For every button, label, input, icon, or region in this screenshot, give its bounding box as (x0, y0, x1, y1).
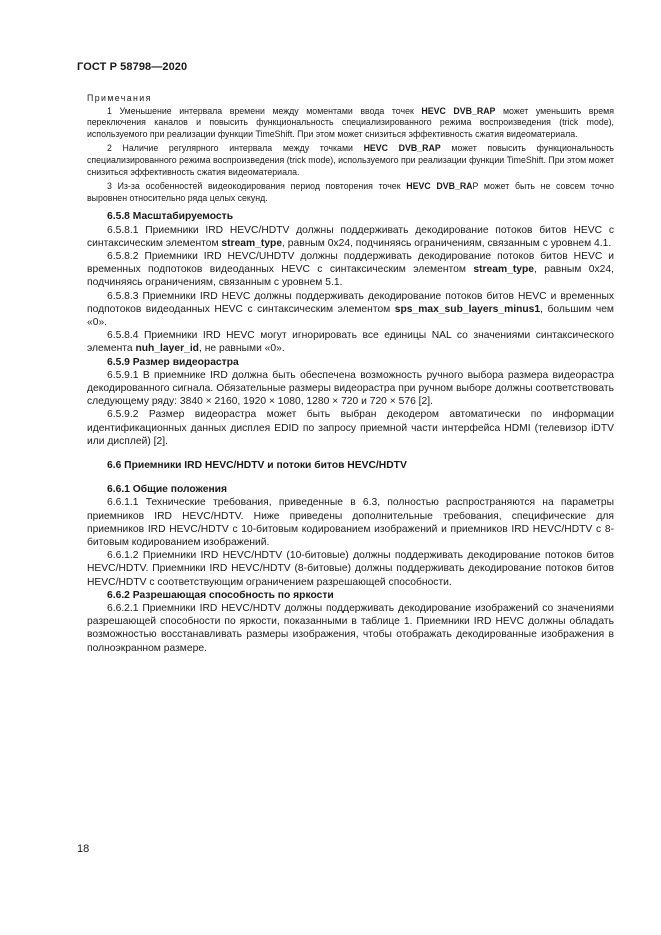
document-header: ГОСТ Р 58798—2020 (77, 61, 188, 73)
paragraph-6-5-9-2: 6.5.9.2 Размер видеорастра может быть выбран декодером автоматически по информации идентификационных данных дисплея EDID по запросу приемной части интерфейса HDMI (телевизор iDTV или дисплей) [2]. (87, 409, 614, 447)
paragraph-6-6-1-2: 6.6.1.2 Приемники IRD HEVC/HDTV (10-битовые) должны поддерживать декодирование потоков битов HEVC/HDTV. Приемники IRD HEVC/HDTV (8-битовые) должны поддерживать декодирование потоков битов HEVC/HDTV с соответствующим ограничением разрешающей способности. (87, 550, 614, 588)
paragraph-6-5-8-2: 6.5.8.2 Приемники IRD HEVC/UHDTV должны поддерживать декодирование потоков битов HEVC и временных подпотоков видеоданных HEVC с синтаксическим элементом stream_type, равным 0x24, подчиняясь ограничениям, связанным с уровнем 5.1. (87, 250, 614, 289)
note-2: 2 Наличие регулярного интервала между точками HEVC DVB_RAP может повысить функциональность специализированного режима воспроизведения (trick mode), используемого при реализации функции TimeShift. При этом может снизиться эффективность сжатия видеоматериала. (87, 143, 614, 177)
paragraph-6-5-8-4: 6.5.8.4 Приемники IRD HEVC могут игнорировать все единицы NAL со значениями синтаксического элемента nuh_layer_id, не равными «0». (87, 330, 614, 355)
section-heading-6-6-2: 6.6.2 Разрешающая способность по яркости (107, 589, 334, 601)
note-3: 3 Из-за особенностей видеокодирования период повторения точек HEVC DVB_RAP может быть не совсем точно выровнен относительно ряда целых секунд. (87, 181, 614, 203)
section-heading-6-6: 6.6 Приемники IRD HEVC/HDTV и потоки битов HEVC/HDTV (107, 460, 407, 471)
document-body (87, 93, 614, 655)
section-heading-6-5-8: 6.5.8 Масштабируемость (107, 211, 234, 223)
paragraph-6-6-2-1: 6.6.2.1 Приемники IRD HEVC/HDTV должны поддерживать декодирование изображений со значениями разрешающей способности по яркости, показанными в таблице 1. Приемники IRD HEVC должны обладать возможностью восстанавливать размеры изображения, чтобы отображать декодированные изображения в полноэкранном размере. (87, 603, 614, 654)
section-heading-6-6-1: 6.6.1 Общие положения (107, 484, 227, 496)
note-1: 1 Уменьшение интервала времени между моментами ввода точек HEVC DVB_RAP может уменьшить время переключения каналов и повысить функциональность специализированного режима воспроизведения (trick mode), используемого при реализации функции TimeShift. При этом может снизиться эффективность сжатия видеоматериала. (87, 105, 614, 139)
page-number: 18 (77, 843, 90, 855)
section-heading-6-5-9: 6.5.9 Размер видеорастра (107, 356, 239, 368)
notes-block (87, 93, 614, 204)
main-text (87, 210, 614, 655)
paragraph-6-6-1-1: 6.6.1.1 Технические требования, приведенные в 6.3, полностью распространяются на параметры приемников IRD HEVC/HDTV. Ниже приведены дополнительные требования, специфические для приемников IRD HEVC/HDTV с 10-битовым кодированием изображений и приемников IRD HEVC/HDTV с 8-битовым кодированием изображений. (87, 497, 614, 549)
paragraph-6-5-8-3: 6.5.8.3 Приемники IRD HEVC должны поддерживать декодирование потоков битов HEVC и временных подпотоков видеоданных HEVC с синтаксическим элементом sps_max_sub_layers_minus1, большим чем «0». (87, 290, 614, 328)
notes-title: Примечания (87, 93, 152, 103)
paragraph-6-5-9-1: 6.5.9.1 В приемнике IRD должна быть обеспечена возможность ручного выбора размера видеорастра декодированного сигнала. Обязательные размеры видеорастра при ручном выборе должны соответствовать следующему ряду: 3840 × 2160, 1920 × 1080, 1280 × 720 и 720 × 576 [2]. (87, 369, 614, 408)
paragraph-6-5-8-1: 6.5.8.1 Приемники IRD HEVC/HDTV должны поддерживать декодирование потоков битов HEVC с синтаксическим элементом stream_type, равным 0x24, подчиняясь ограничениям, связанным с уровнем 4.1. (87, 224, 614, 249)
